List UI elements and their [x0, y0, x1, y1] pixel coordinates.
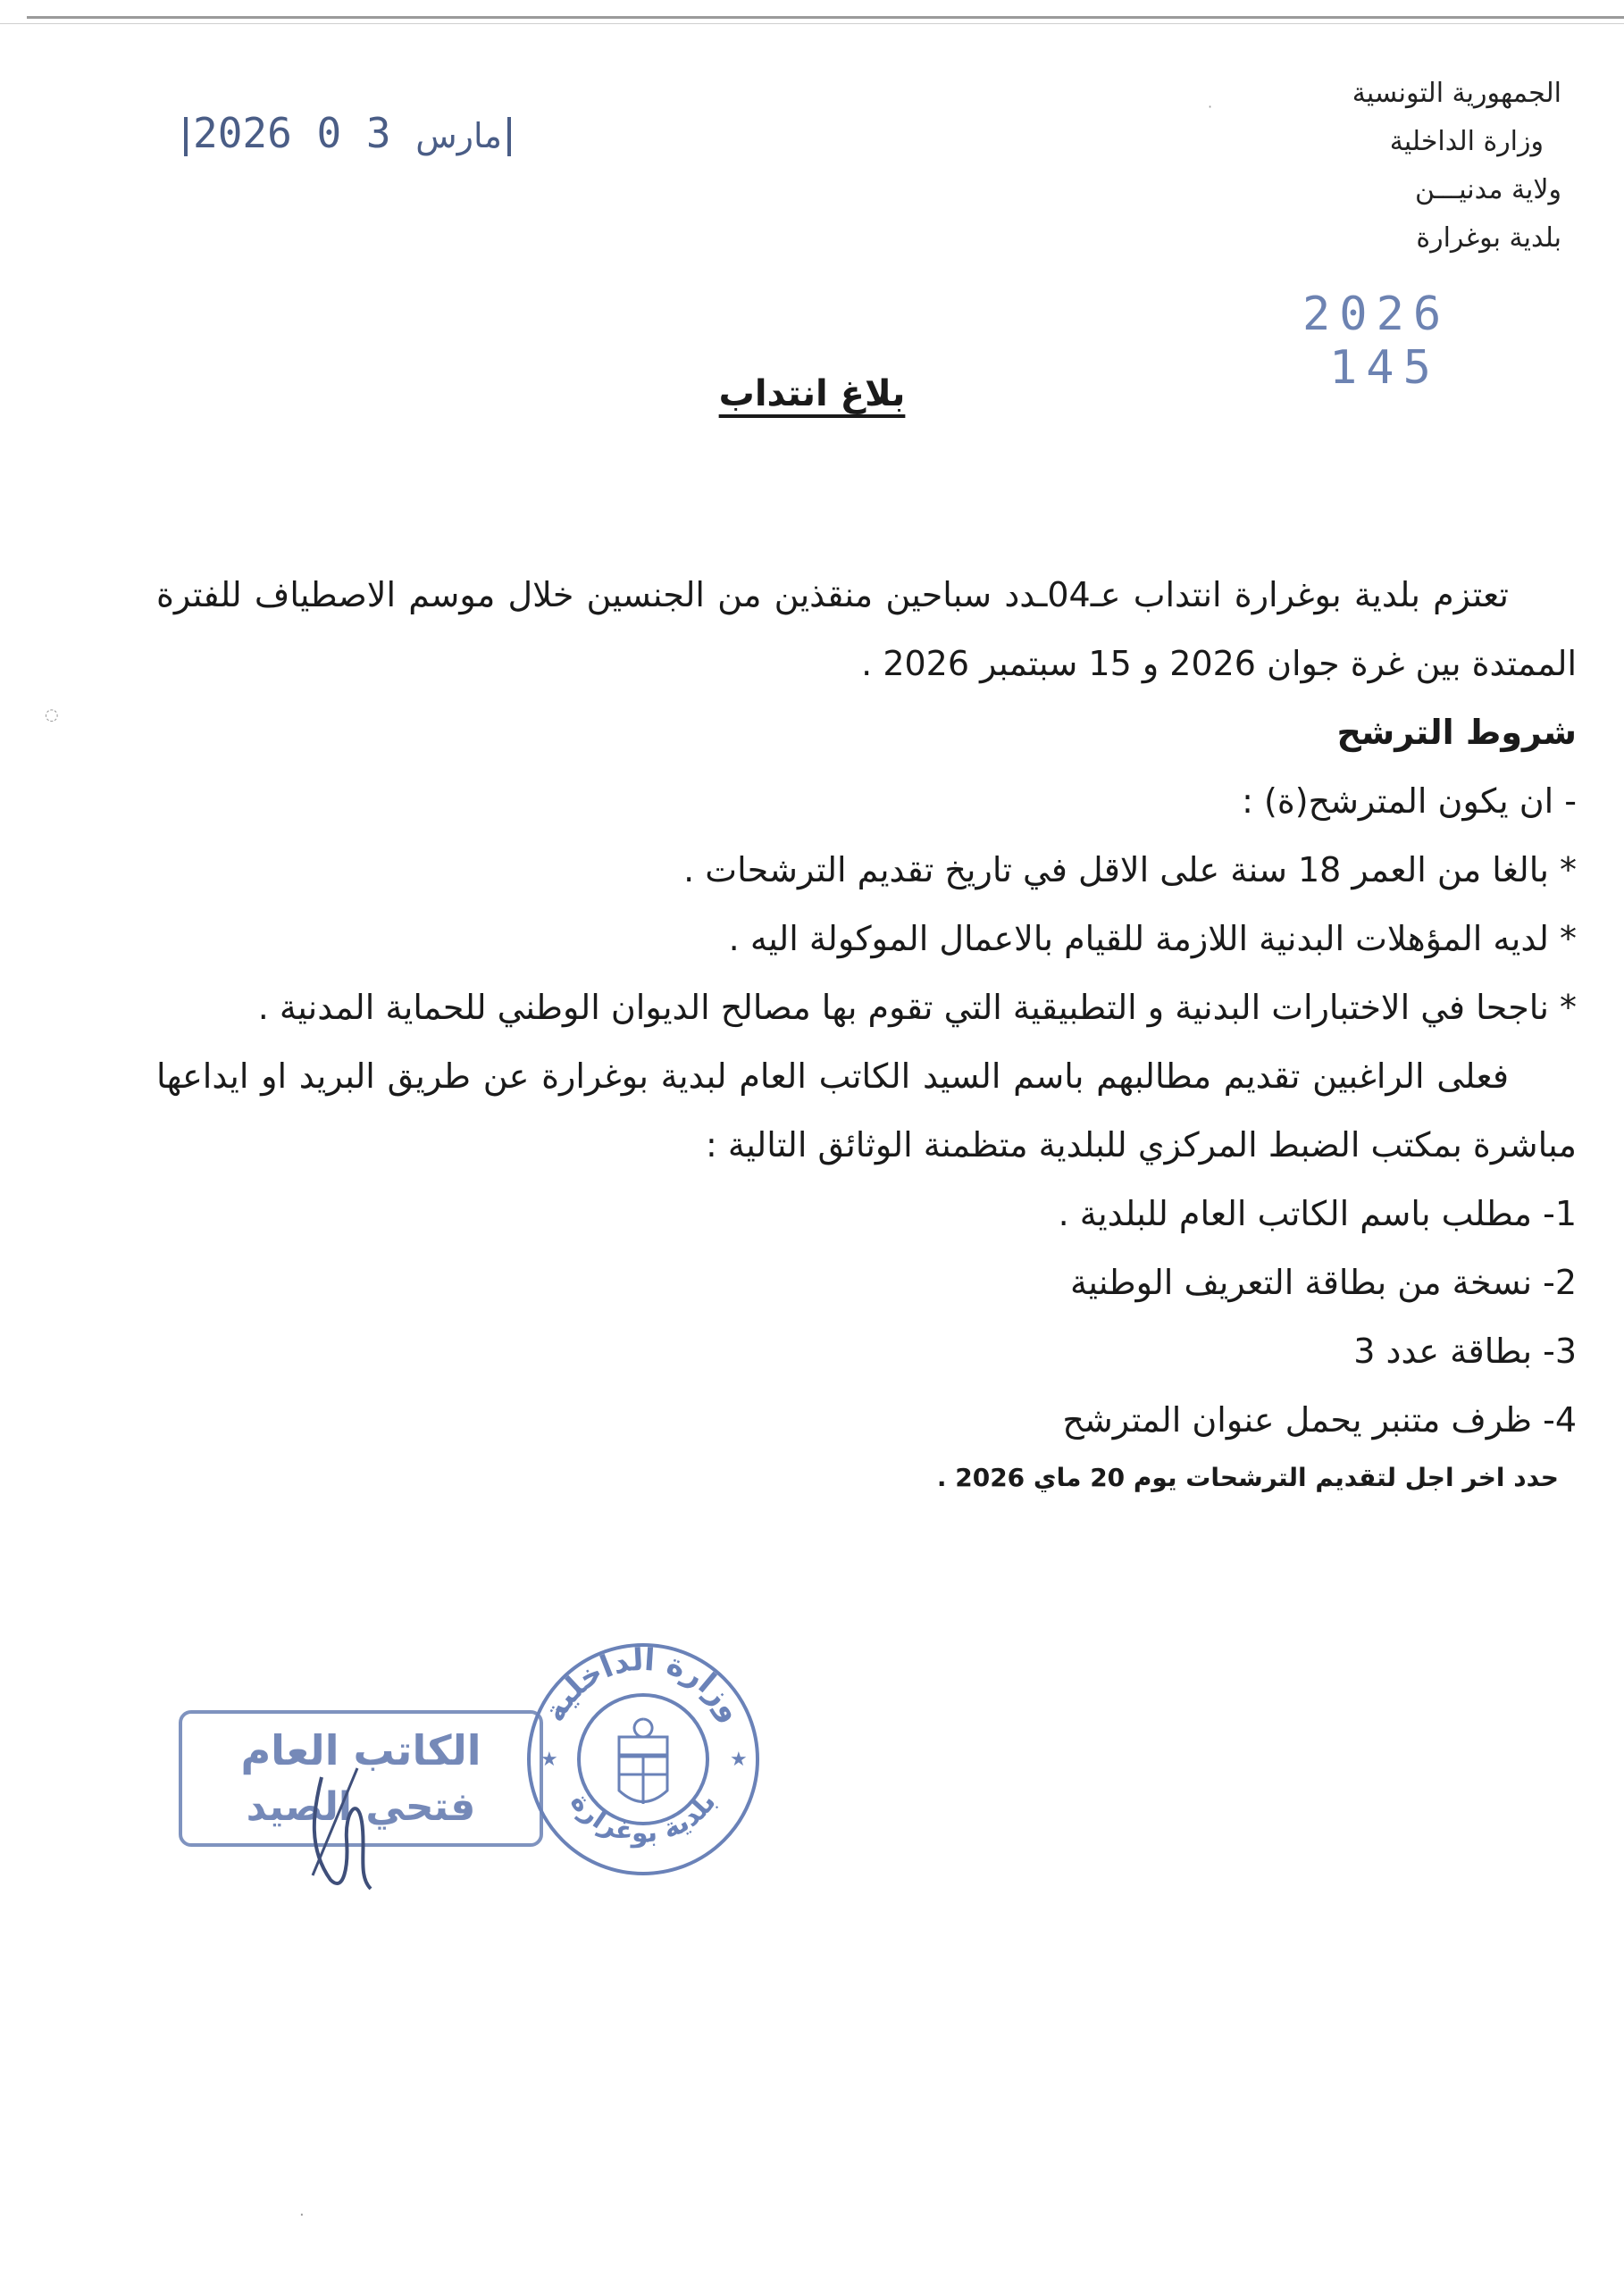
document-item: 1- مطلب باسم الكاتب العام للبلدية . — [1058, 1194, 1577, 1233]
coat-of-arms-icon — [619, 1719, 667, 1804]
condition-item: * لديه المؤهلات البدنية اللازمة للقيام بالاعمال الموكولة اليه . — [728, 919, 1577, 958]
deadline-note: حدد اخر اجل لتقديم الترشحات يوم 20 ماي 2026 . — [936, 1463, 1559, 1492]
document-item: 4- ظرف متنبر يحمل عنوان المترشح — [1062, 1400, 1577, 1440]
seal-bottom-text: بلدية بوغرارة — [564, 1786, 723, 1849]
document-body — [156, 561, 1577, 1505]
condition-item: * ناجحا في الاختبارات البدنية و التطبيقية التي تقوم بها مصالح الديوان الوطني للحماية المدنية . — [257, 988, 1577, 1027]
page-title — [0, 373, 1624, 414]
date-stamp-day: 3 0 — [316, 109, 391, 157]
scan-speck: · — [1208, 98, 1213, 115]
reference-number: 145 — [1329, 341, 1440, 395]
municipal-seal — [523, 1639, 764, 1880]
svg-text:★: ★ — [730, 1749, 748, 1771]
signature-mark — [295, 1741, 402, 1893]
date-stamp-year: 2026 — [193, 109, 292, 157]
secretary-title: الكاتب العام — [240, 1726, 481, 1774]
date-stamp-month: مارس — [415, 116, 502, 155]
top-rule — [27, 16, 1624, 19]
reference-year: 2026 — [1302, 288, 1451, 341]
document-item: 2- نسخة من بطاقة التعريف الوطنية — [1070, 1263, 1577, 1302]
conditions-intro: - ان يكون المترشح(ة) : — [1242, 781, 1577, 821]
condition-item: * بالغا من العمر 18 سنة على الاقل في تاريخ تقديم الترشحات . — [683, 850, 1577, 889]
letterhead-country: الجمهورية التونسية — [1352, 78, 1561, 109]
scan-speck: · — [299, 2206, 305, 2225]
conditions-heading: شروط الترشح — [1336, 713, 1577, 752]
letterhead — [1061, 70, 1561, 263]
scan-speck: ◌ — [45, 705, 59, 724]
date-stamp — [179, 109, 516, 157]
letterhead-governorate: ولاية مدنيـــن — [1415, 174, 1561, 205]
application-paragraph: فعلى الراغبين تقديم مطالبهم باسم السيد الكاتب العام لبدية بوغرارة عن طريق البريد او ايداعها مباشرة بمكتب الضبط المركزي للبلدية متظمنة الوثائق التالية : — [156, 1056, 1577, 1165]
letterhead-ministry: وزارة الداخلية — [1389, 126, 1544, 157]
intro-paragraph: تعتزم بلدية بوغرارة انتداب عـ04ـدد سباحين منقذين من الجنسين خلال موسم الاصطياف للفترة الممتدة بين غرة جوان 2026 و 15 سبتمبر 2026 . — [156, 575, 1577, 683]
letterhead-municipality: بلدية بوغرارة — [1416, 222, 1561, 254]
svg-text:★: ★ — [540, 1749, 558, 1771]
secretary-name: فتحي الصيد — [246, 1784, 476, 1830]
seal-top-text: وزارة الداخلية — [536, 1641, 750, 1728]
document-item: 3- بطاقة عدد 3 — [1353, 1332, 1577, 1371]
title-text: بلاغ انتداب — [718, 373, 906, 414]
top-rule-thin — [0, 23, 1624, 24]
